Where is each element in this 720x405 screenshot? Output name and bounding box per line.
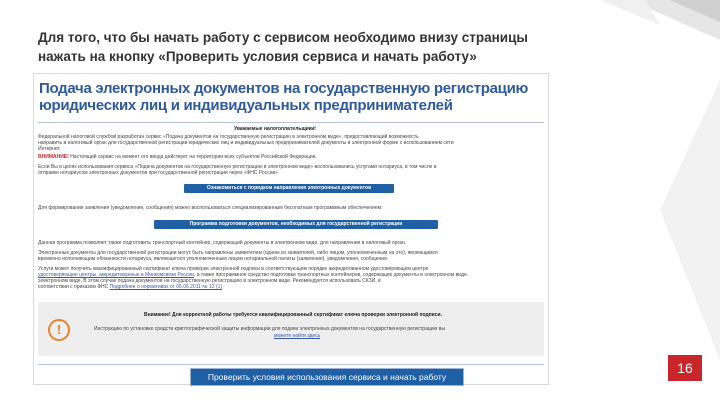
banner-title-line2: юридических лиц и индивидуальных предпринимателей	[39, 97, 453, 114]
intro-line-2: направить в налоговый орган для государственной регистрации юридических лиц и индивидуальных предпринимателей документы в электронной форме с использованием сети	[38, 140, 454, 146]
decorative-triangles	[600, 0, 720, 60]
banner-title-line1: Подача электронных документов на государственную регистрацию	[39, 80, 529, 97]
notice-line-2: Инструкцию по установке средств криптографической защиты информации для подачи электронных документов на государственную регистрацию вы	[94, 326, 445, 332]
qualified-line-4-text: соответствии с приказом ФНС	[38, 284, 109, 290]
order-link[interactable]: Подробнее о нормативах от 06.06.2011 № 12 (1)	[109, 284, 223, 290]
notary-line-2: отправке нотариусом электронных документов при государственной регистрации через «ФНС России»	[38, 170, 279, 176]
attention-line	[38, 154, 544, 161]
accredited-centers-link[interactable]: удостоверяющие центры, аккредитованные в Минкомсвязи России	[38, 272, 194, 278]
electronic-line-2: временно исполняющим обязанности нотариуса, являющегося уполномоченным лицом нотариальной палаты (заявления), уведомления, сообщения.	[38, 256, 389, 262]
forming-text: Для формирования заявления (уведомления, сообщения) можно воспользоваться специализированным бесплатным программным обеспечением:	[38, 205, 383, 211]
decorative-triangles-right	[650, 60, 720, 360]
service-page-screenshot	[33, 73, 549, 385]
divider-bottom	[38, 364, 544, 365]
notice-line-1: Внимание! Для корректной работы требуется квалифицированный сертификат ключа проверки электронной подписи.	[144, 312, 443, 318]
section-heading: Уважаемые налогоплательщики!	[234, 126, 316, 132]
service-banner	[34, 74, 548, 124]
check-conditions-start-button[interactable]: Проверить условия использования сервиса и начать работу	[190, 368, 464, 386]
qualified-line-1: Услуги может получить квалифицированный сертификат ключа проверки электронной подписи в соответствующем порядке аккредитованном удостоверяющем центре	[38, 266, 429, 272]
intro-line-3: Интернет.	[38, 146, 61, 152]
slide-title-line2: нажать на кнопку «Проверить условия сервиса и начать работу»	[38, 49, 477, 64]
notary-line-1: Если Вы в целях использования сервиса «Подача документов на государственную регистрацию в электронном виде» воспользовались услугами нотариуса, в том числе в	[38, 164, 437, 170]
preparation-program-button[interactable]: Программа подготовки документов, необходимых для государственной регистрации	[154, 220, 438, 229]
attention-label: ВНИМАНИЕ!	[38, 154, 69, 160]
notary-procedure-button[interactable]: Ознакомиться с порядком направления электронных документов	[184, 184, 394, 193]
exclamation-circle-icon: !	[48, 319, 70, 341]
page-number-badge: 16	[668, 355, 702, 381]
instruction-link[interactable]: можете найти здесь	[274, 333, 321, 339]
qualified-line-4	[38, 284, 544, 291]
banner-title	[39, 80, 544, 114]
slide-title-line1: Для того, что бы начать работу с сервисом необходимо внизу страницы	[38, 30, 528, 45]
intro-line-1: Федеральной налоговой службой разработан сервис «Подача документов на государственную регистрацию в электронном виде», предоставляющий возможность	[38, 134, 419, 140]
qualified-line-3: электронном виде. В этом случае подача документов на государственную регистрацию в электронном виде. Рекомендуется использовать СКЗИ, в	[38, 278, 381, 284]
divider	[38, 122, 544, 123]
attention-text: Настоящий сервис на момент его ввода действует на территории всех субъектов Российской Федерации.	[70, 154, 317, 160]
slide-title	[38, 28, 598, 66]
program-description: Данная программа позволяет также подготовить транспортный контейнер, содержащий документы в электронном виде, для направления в налоговый орган.	[38, 240, 407, 246]
electronic-line-1: Электронные документы для государственной регистрации могут быть направлены заявителем (одним из заявителей, либо лицом, уполномоченным на это), являющимся	[38, 250, 438, 256]
qualified-line-2-text: , а также программное средство подготовки транспортных контейнеров, содержащих документы в электронном виде.	[193, 272, 469, 278]
